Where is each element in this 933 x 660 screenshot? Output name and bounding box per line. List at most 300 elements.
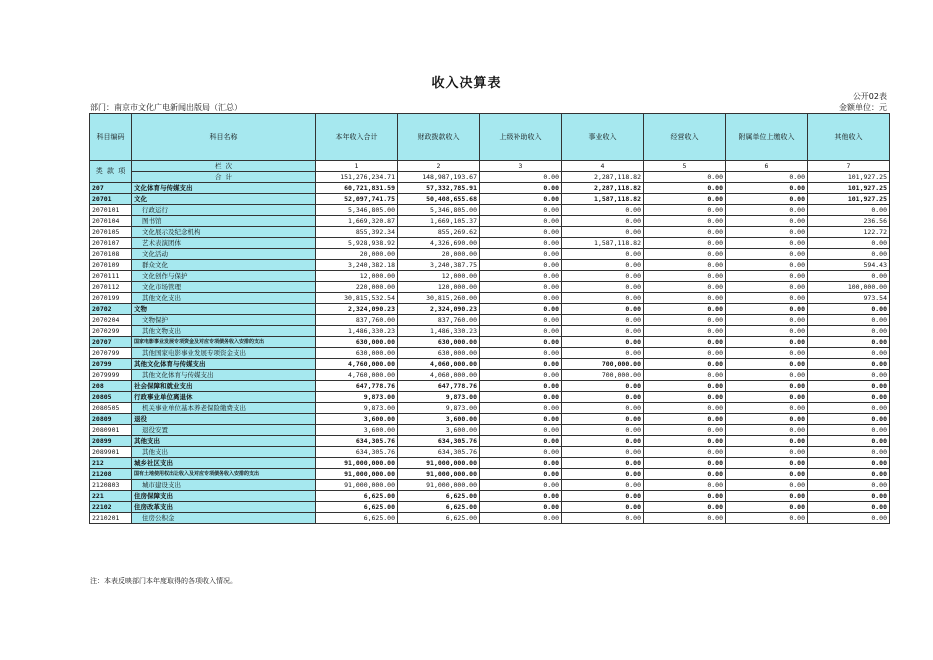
amount-cell: 6,625.00: [316, 491, 398, 502]
table-row: [90, 513, 890, 524]
col-number: 6: [726, 161, 808, 172]
header-col-3: 上级补助收入: [480, 114, 562, 161]
subject-name-cell: 退役: [132, 414, 316, 425]
subject-code-cell: 2070104: [90, 216, 132, 227]
amount-cell: 0.00: [562, 381, 644, 392]
amount-cell: 0.00: [726, 359, 808, 370]
amount-cell: 2,287,118.82: [562, 183, 644, 194]
subject-name-cell: 文化创作与保护: [132, 271, 316, 282]
amount-cell: 0.00: [480, 348, 562, 359]
table-row: [90, 447, 890, 458]
amount-cell: 101,927.25: [808, 183, 890, 194]
subject-code-cell: 20702: [90, 304, 132, 315]
amount-cell: 0.00: [562, 436, 644, 447]
subject-code-cell: 2080901: [90, 425, 132, 436]
amount-cell: 0.00: [808, 447, 890, 458]
amount-cell: 236.56: [808, 216, 890, 227]
total-row: [90, 172, 890, 183]
amount-cell: 0.00: [480, 216, 562, 227]
amount-cell: 6,625.00: [398, 491, 480, 502]
subject-name-cell: 机关事业单位基本养老保险缴费支出: [132, 403, 316, 414]
sub-header-xiang: 项: [118, 167, 126, 175]
total-cell: 0.00: [726, 172, 808, 183]
amount-cell: 3,600.00: [398, 425, 480, 436]
subject-code-cell: 2070112: [90, 282, 132, 293]
amount-cell: 0.00: [726, 480, 808, 491]
subject-code-cell: 20707: [90, 337, 132, 348]
subject-code-cell: 2070199: [90, 293, 132, 304]
amount-cell: 4,060,000.00: [398, 359, 480, 370]
subject-code-cell: 2070799: [90, 348, 132, 359]
subject-name-cell: 文化活动: [132, 249, 316, 260]
subject-code-cell: 2120803: [90, 480, 132, 491]
sub-header-lei: 类: [95, 167, 103, 175]
amount-cell: 0.00: [726, 458, 808, 469]
subject-name-cell: 文化: [132, 194, 316, 205]
subject-name-cell: 文化展示及纪念机构: [132, 227, 316, 238]
amount-cell: 0.00: [808, 337, 890, 348]
amount-cell: 630,000.00: [316, 348, 398, 359]
amount-cell: 0.00: [726, 304, 808, 315]
amount-cell: 630,000.00: [398, 337, 480, 348]
amount-cell: 0.00: [562, 315, 644, 326]
header-subject-code: 科目编码: [90, 114, 132, 161]
amount-cell: 0.00: [644, 491, 726, 502]
table-row: [90, 381, 890, 392]
amount-cell: 5,346,805.00: [398, 205, 480, 216]
amount-cell: 0.00: [644, 381, 726, 392]
amount-cell: 4,760,000.00: [316, 370, 398, 381]
subject-name-cell: 其他国家电影事业发展专项资金支出: [132, 348, 316, 359]
amount-cell: 0.00: [644, 513, 726, 524]
amount-cell: 0.00: [562, 502, 644, 513]
total-cell: 2,287,118.82: [562, 172, 644, 183]
table-row: [90, 392, 890, 403]
amount-cell: 0.00: [644, 425, 726, 436]
table-row: [90, 315, 890, 326]
header-col-2: 财政拨款收入: [398, 114, 480, 161]
amount-cell: 0.00: [562, 348, 644, 359]
col-number-row: [90, 161, 890, 172]
amount-cell: 0.00: [808, 403, 890, 414]
amount-cell: 0.00: [480, 194, 562, 205]
sub-header-cell: [90, 161, 132, 183]
amount-cell: 1,486,330.23: [398, 326, 480, 337]
amount-cell: 0.00: [808, 238, 890, 249]
subject-code-cell: 2089901: [90, 447, 132, 458]
page-title: 收入决算表: [431, 76, 502, 91]
amount-cell: 6,625.00: [398, 513, 480, 524]
subject-name-cell: 城乡社区支出: [132, 458, 316, 469]
amount-cell: 6,625.00: [316, 502, 398, 513]
subject-name-cell: 国有土地使用权出让收入及对应专项债务收入安排的支出: [132, 469, 316, 480]
amount-cell: 0.00: [480, 293, 562, 304]
amount-cell: 0.00: [726, 414, 808, 425]
amount-cell: 20,000.00: [316, 249, 398, 260]
subject-code-cell: 2070108: [90, 249, 132, 260]
amount-cell: 91,000,000.00: [316, 458, 398, 469]
amount-cell: 60,721,831.59: [316, 183, 398, 194]
amount-cell: 4,060,000.00: [398, 370, 480, 381]
amount-cell: 0.00: [562, 447, 644, 458]
amount-cell: 630,000.00: [398, 348, 480, 359]
amount-cell: 0.00: [480, 271, 562, 282]
amount-cell: 1,486,330.23: [316, 326, 398, 337]
amount-cell: 0.00: [726, 491, 808, 502]
amount-cell: 6,625.00: [398, 502, 480, 513]
amount-cell: 0.00: [808, 359, 890, 370]
amount-cell: 0.00: [726, 348, 808, 359]
table-row: [90, 260, 890, 271]
amount-cell: 30,815,260.00: [398, 293, 480, 304]
amount-cell: 0.00: [562, 414, 644, 425]
amount-cell: 0.00: [808, 491, 890, 502]
col-number: 4: [562, 161, 644, 172]
amount-cell: 647,778.76: [398, 381, 480, 392]
table-row: [90, 502, 890, 513]
amount-cell: 0.00: [644, 205, 726, 216]
amount-cell: 0.00: [726, 183, 808, 194]
amount-cell: 0.00: [480, 370, 562, 381]
amount-cell: 0.00: [480, 315, 562, 326]
amount-cell: 855,392.34: [316, 227, 398, 238]
amount-cell: 0.00: [808, 425, 890, 436]
amount-cell: 0.00: [644, 260, 726, 271]
amount-cell: 0.00: [726, 447, 808, 458]
amount-cell: 0.00: [562, 293, 644, 304]
amount-cell: 12,000.00: [316, 271, 398, 282]
amount-cell: 91,000,000.00: [398, 469, 480, 480]
subject-code-cell: 2070105: [90, 227, 132, 238]
amount-cell: 0.00: [562, 304, 644, 315]
amount-cell: 0.00: [726, 260, 808, 271]
organization-label: 部门：南京市文化广电新闻出版局（汇总）: [90, 103, 242, 112]
subject-code-cell: 20805: [90, 392, 132, 403]
amount-cell: 1,587,118.82: [562, 194, 644, 205]
amount-cell: 4,760,000.00: [316, 359, 398, 370]
amount-cell: 5,346,805.00: [316, 205, 398, 216]
amount-cell: 0.00: [562, 491, 644, 502]
amount-cell: 0.00: [562, 392, 644, 403]
amount-cell: 3,600.00: [398, 414, 480, 425]
amount-cell: 20,000.00: [398, 249, 480, 260]
subject-name-cell: 住房改革支出: [132, 502, 316, 513]
subject-code-cell: 22102: [90, 502, 132, 513]
subject-code-cell: 207: [90, 183, 132, 194]
amount-cell: 837,760.00: [316, 315, 398, 326]
col-number: 7: [808, 161, 890, 172]
amount-cell: 0.00: [808, 480, 890, 491]
amount-cell: 0.00: [726, 282, 808, 293]
subject-name-cell: 城市建设支出: [132, 480, 316, 491]
amount-cell: 634,305.76: [316, 436, 398, 447]
amount-cell: 0.00: [480, 326, 562, 337]
subject-code-cell: 221: [90, 491, 132, 502]
amount-cell: 0.00: [726, 381, 808, 392]
table-row: [90, 293, 890, 304]
total-cell: 148,987,193.67: [398, 172, 480, 183]
amount-cell: 0.00: [480, 205, 562, 216]
amount-cell: 52,097,741.75: [316, 194, 398, 205]
amount-cell: 0.00: [480, 227, 562, 238]
amount-cell: 0.00: [480, 414, 562, 425]
amount-cell: 0.00: [562, 271, 644, 282]
header-subject-name: 科目名称: [132, 114, 316, 161]
amount-cell: 220,000.00: [316, 282, 398, 293]
amount-cell: 2,324,090.23: [398, 304, 480, 315]
amount-cell: 0.00: [726, 403, 808, 414]
subject-name-cell: 文物保护: [132, 315, 316, 326]
amount-cell: 0.00: [644, 392, 726, 403]
amount-cell: 0.00: [808, 205, 890, 216]
col-number: 3: [480, 161, 562, 172]
subject-code-cell: 208: [90, 381, 132, 392]
form-number: 公开02表: [852, 92, 887, 101]
amount-cell: 0.00: [644, 227, 726, 238]
subject-code-cell: 2080505: [90, 403, 132, 414]
amount-cell: 0.00: [808, 315, 890, 326]
subject-code-cell: 2070111: [90, 271, 132, 282]
income-table: [89, 113, 890, 524]
amount-cell: 0.00: [726, 227, 808, 238]
amount-cell: 3,240,387.75: [398, 260, 480, 271]
subject-name-cell: 住房公积金: [132, 513, 316, 524]
amount-cell: 0.00: [562, 326, 644, 337]
table-row: [90, 282, 890, 293]
subject-code-cell: 2070101: [90, 205, 132, 216]
amount-cell: 6,625.00: [316, 513, 398, 524]
table-row: [90, 436, 890, 447]
subject-name-cell: 其他文物支出: [132, 326, 316, 337]
amount-cell: 0.00: [808, 304, 890, 315]
amount-cell: 0.00: [808, 458, 890, 469]
amount-cell: 5,928,938.92: [316, 238, 398, 249]
subject-name-cell: 其他文化体育与传媒支出: [132, 370, 316, 381]
subject-name-cell: 其他文化支出: [132, 293, 316, 304]
amount-cell: 101,927.25: [808, 194, 890, 205]
amount-cell: 837,760.00: [398, 315, 480, 326]
subject-code-cell: 20799: [90, 359, 132, 370]
amount-cell: 91,000,000.00: [398, 458, 480, 469]
amount-cell: 594.43: [808, 260, 890, 271]
amount-cell: 0.00: [562, 403, 644, 414]
subject-code-cell: 2070204: [90, 315, 132, 326]
amount-cell: 0.00: [726, 513, 808, 524]
amount-cell: 0.00: [644, 293, 726, 304]
amount-cell: 1,669,105.37: [398, 216, 480, 227]
amount-cell: 0.00: [480, 359, 562, 370]
amount-cell: 0.00: [480, 425, 562, 436]
table-row: [90, 469, 890, 480]
subject-name-cell: 图书馆: [132, 216, 316, 227]
subject-name-cell: 退役安置: [132, 425, 316, 436]
subject-name-cell: 其他文化体育与传媒支出: [132, 359, 316, 370]
amount-cell: 0.00: [726, 216, 808, 227]
table-row: [90, 491, 890, 502]
col-number: 2: [398, 161, 480, 172]
subject-name-cell: 文物: [132, 304, 316, 315]
amount-cell: 0.00: [480, 491, 562, 502]
amount-cell: 0.00: [808, 381, 890, 392]
subject-name-cell: 群众文化: [132, 260, 316, 271]
amount-cell: 12,000.00: [398, 271, 480, 282]
subject-code-cell: 2070299: [90, 326, 132, 337]
amount-cell: 0.00: [644, 326, 726, 337]
amount-cell: 0.00: [808, 392, 890, 403]
amount-cell: 57,332,785.91: [398, 183, 480, 194]
amount-cell: 0.00: [726, 326, 808, 337]
table-row: [90, 216, 890, 227]
amount-cell: 0.00: [808, 326, 890, 337]
amount-cell: 0.00: [480, 260, 562, 271]
amount-cell: 0.00: [480, 480, 562, 491]
amount-cell: 0.00: [480, 513, 562, 524]
subject-name-cell: 其他支出: [132, 436, 316, 447]
amount-cell: 0.00: [644, 480, 726, 491]
amount-cell: 0.00: [726, 370, 808, 381]
amount-cell: 0.00: [808, 348, 890, 359]
footnote: 注：本表反映部门本年度取得的各项收入情况。: [90, 577, 237, 585]
amount-cell: 30,815,532.54: [316, 293, 398, 304]
table-row: [90, 348, 890, 359]
amount-cell: 0.00: [480, 403, 562, 414]
table-row: [90, 183, 890, 194]
amount-cell: 1,587,118.82: [562, 238, 644, 249]
amount-cell: 9,873.00: [398, 392, 480, 403]
amount-cell: 0.00: [808, 414, 890, 425]
amount-cell: 630,000.00: [316, 337, 398, 348]
amount-cell: 3,600.00: [316, 414, 398, 425]
subject-code-cell: 21208: [90, 469, 132, 480]
amount-cell: 0.00: [480, 469, 562, 480]
amount-cell: 0.00: [644, 216, 726, 227]
amount-cell: 0.00: [726, 502, 808, 513]
total-cell: 151,276,234.71: [316, 172, 398, 183]
amount-cell: 0.00: [644, 282, 726, 293]
amount-cell: 0.00: [726, 271, 808, 282]
sub-header-kuan: 款: [107, 167, 114, 175]
amount-cell: 91,000,000.00: [316, 480, 398, 491]
amount-cell: 0.00: [562, 513, 644, 524]
amount-cell: 700,000.00: [562, 370, 644, 381]
amount-cell: 0.00: [480, 436, 562, 447]
amount-cell: 0.00: [726, 293, 808, 304]
table-row: [90, 205, 890, 216]
subject-code-cell: 212: [90, 458, 132, 469]
amount-cell: 0.00: [644, 359, 726, 370]
amount-cell: 0.00: [480, 304, 562, 315]
subject-name-cell: 文化市场管理: [132, 282, 316, 293]
amount-cell: 0.00: [644, 370, 726, 381]
amount-cell: 0.00: [480, 381, 562, 392]
amount-cell: 0.00: [480, 183, 562, 194]
amount-cell: 0.00: [726, 392, 808, 403]
subject-code-cell: 2070107: [90, 238, 132, 249]
amount-cell: 0.00: [480, 458, 562, 469]
header-col-5: 经营收入: [644, 114, 726, 161]
amount-cell: 0.00: [808, 469, 890, 480]
subject-name-cell: 行政事业单位离退休: [132, 392, 316, 403]
col-number: 5: [644, 161, 726, 172]
amount-cell: 0.00: [726, 249, 808, 260]
amount-cell: 0.00: [644, 337, 726, 348]
amount-cell: 0.00: [726, 425, 808, 436]
amount-cell: 647,778.76: [316, 381, 398, 392]
amount-cell: 0.00: [644, 447, 726, 458]
amount-cell: 0.00: [808, 370, 890, 381]
amount-cell: 0.00: [726, 194, 808, 205]
amount-cell: 0.00: [644, 238, 726, 249]
subject-code-cell: 20809: [90, 414, 132, 425]
amount-cell: 0.00: [644, 249, 726, 260]
amount-cell: 0.00: [480, 337, 562, 348]
header-col-4: 事业收入: [562, 114, 644, 161]
amount-cell: 0.00: [808, 249, 890, 260]
amount-cell: 0.00: [726, 238, 808, 249]
amount-cell: 0.00: [562, 480, 644, 491]
header-row: [90, 114, 890, 161]
amount-cell: 0.00: [480, 249, 562, 260]
total-cell: 0.00: [644, 172, 726, 183]
table-row: [90, 326, 890, 337]
amount-cell: 0.00: [644, 469, 726, 480]
row-label: 栏 次: [132, 161, 316, 172]
amount-cell: 700,000.00: [562, 359, 644, 370]
amount-cell: 9,873.00: [316, 392, 398, 403]
amount-cell: 0.00: [562, 249, 644, 260]
amount-cell: 0.00: [726, 315, 808, 326]
amount-cell: 0.00: [562, 260, 644, 271]
amount-cell: 1,669,320.87: [316, 216, 398, 227]
table-row: [90, 227, 890, 238]
amount-cell: 855,269.62: [398, 227, 480, 238]
header-col-6: 附属单位上缴收入: [726, 114, 808, 161]
amount-cell: 91,000,000.00: [316, 469, 398, 480]
amount-cell: 973.54: [808, 293, 890, 304]
amount-cell: 0.00: [808, 502, 890, 513]
table-row: [90, 238, 890, 249]
amount-cell: 100,000.00: [808, 282, 890, 293]
table-row: [90, 414, 890, 425]
subject-code-cell: 2079999: [90, 370, 132, 381]
amount-cell: 0.00: [562, 425, 644, 436]
amount-cell: 3,240,382.18: [316, 260, 398, 271]
subject-name-cell: 文化体育与传媒支出: [132, 183, 316, 194]
subject-name-cell: 住房保障支出: [132, 491, 316, 502]
table-row: [90, 271, 890, 282]
table-row: [90, 403, 890, 414]
amount-cell: 0.00: [562, 469, 644, 480]
table-row: [90, 425, 890, 436]
subject-code-cell: 2070109: [90, 260, 132, 271]
amount-cell: 0.00: [808, 271, 890, 282]
table-row: [90, 370, 890, 381]
subject-code-cell: 20701: [90, 194, 132, 205]
amount-cell: 0.00: [562, 458, 644, 469]
amount-cell: 0.00: [644, 436, 726, 447]
amount-cell: 0.00: [726, 337, 808, 348]
header-col-7: 其他收入: [808, 114, 890, 161]
amount-cell: 2,324,090.23: [316, 304, 398, 315]
table-row: [90, 194, 890, 205]
amount-cell: 0.00: [562, 337, 644, 348]
amount-cell: 0.00: [726, 469, 808, 480]
total-cell: 0.00: [480, 172, 562, 183]
amount-cell: 0.00: [480, 238, 562, 249]
amount-cell: 0.00: [726, 436, 808, 447]
table-row: [90, 249, 890, 260]
subject-code-cell: 2210201: [90, 513, 132, 524]
